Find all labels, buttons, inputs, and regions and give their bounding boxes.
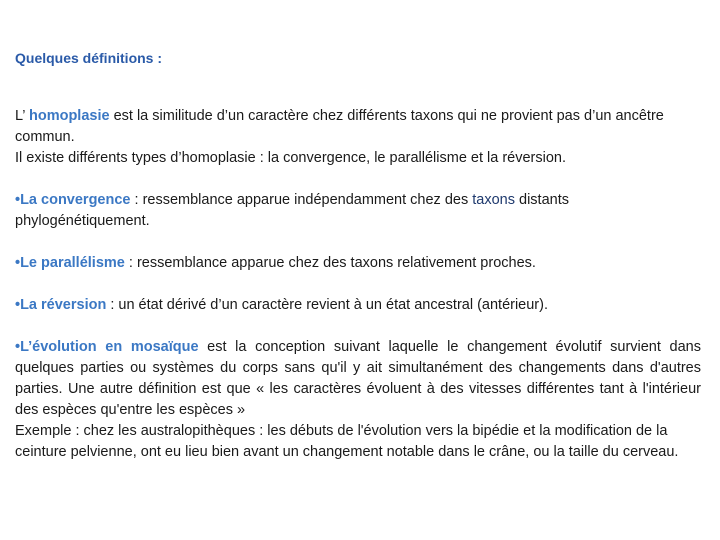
- spacer: [15, 316, 701, 337]
- mosaique-example: Exemple : chez les australopithèques : les débuts de l'évolution vers la bipédie et la modification de la ceinture pelvienne, ont eu lieu bien avant un changement notable dans le crâne, ou la taille du cerveau.: [15, 423, 679, 460]
- mosaique-text: est la conception suivant laquelle le changement évolutif survient dans quelques parties ou systèmes du corps sans qu'il y ait simultanément des changements dans d'autres parties. Une autre définition est que « les caractères évoluent à des vitesses différentes tant à l'intérieur des espèces qu'entre les espèces »: [15, 339, 701, 418]
- mosaique-term: •L’évolution en mosaïque: [15, 339, 199, 355]
- spacer: [15, 232, 701, 253]
- reversion-definition: [15, 295, 701, 316]
- convergence-term: •La convergence: [15, 192, 131, 208]
- taxons-link[interactable]: taxons: [472, 192, 515, 208]
- page-title: Quelques définitions :: [15, 50, 163, 66]
- convergence-text-end: distants phylogénétiquement.: [15, 192, 569, 229]
- mosaique-definition: [15, 337, 701, 421]
- homoplasie-definition: [15, 106, 701, 148]
- parallelisme-term: •Le parallélisme: [15, 255, 125, 271]
- homoplasie-prefix: L’: [15, 108, 29, 124]
- parallelisme-text: : ressemblance apparue chez des taxons relativement proches.: [124, 255, 536, 271]
- spacer: [15, 169, 701, 190]
- reversion-term: •La réversion: [15, 297, 107, 313]
- reversion-text: : un état dérivé d’un caractère revient à un état ancestral (antérieur).: [106, 297, 548, 313]
- parallelisme-definition: [15, 253, 701, 274]
- homoplasie-term: homoplasie: [28, 108, 110, 124]
- convergence-text: : ressemblance apparue indépendamment chez des: [130, 192, 473, 208]
- spacer: [15, 274, 701, 295]
- convergence-definition: [15, 190, 701, 232]
- homoplasie-text: est la similitude d’un caractère chez différents taxons qui ne provient pas d’un ancêtre commun.: [15, 108, 664, 145]
- homoplasie-types: Il existe différents types d’homoplasie : la convergence, le parallélisme et la réversion.: [15, 150, 567, 166]
- definitions-body: [15, 106, 701, 463]
